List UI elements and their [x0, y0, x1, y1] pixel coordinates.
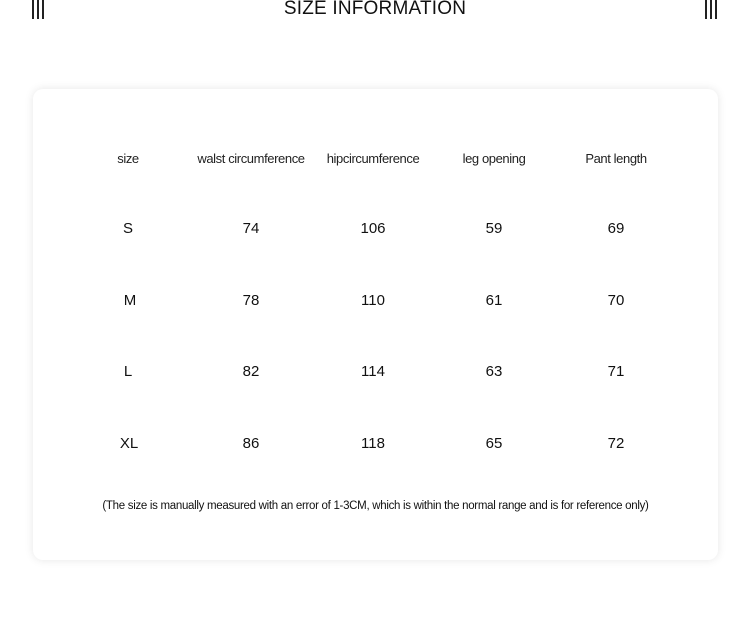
table-cell-size: XL: [119, 435, 139, 452]
table-cell-size: L: [123, 363, 133, 380]
measurement-note: (The size is manually measured with an error of 1-3CM, which is within the normal range and is for reference only): [102, 500, 649, 512]
table-cell-pant-length: 71: [607, 363, 625, 380]
table-cell-size: M: [123, 292, 137, 309]
table-cell-leg-opening: 59: [485, 220, 503, 237]
table-cell-waist: 82: [242, 363, 260, 380]
table-cell-pant-length: 70: [607, 292, 625, 309]
table-cell-hip: 110: [361, 292, 385, 309]
column-header-hip: hipcircumference: [326, 151, 420, 166]
table-cell-waist: 78: [242, 292, 260, 309]
table-cell-size: S: [122, 220, 133, 237]
table-cell-pant-length: 69: [607, 220, 625, 237]
table-cell-pant-length: 72: [607, 435, 625, 452]
column-header-size: size: [117, 151, 139, 166]
table-cell-waist: 74: [242, 220, 260, 237]
table-cell-hip: 106: [360, 220, 386, 237]
column-header-leg-opening: leg opening: [462, 151, 526, 166]
page-header: [0, 0, 750, 24]
table-cell-waist: 86: [242, 435, 260, 452]
table-cell-leg-opening: 63: [485, 363, 503, 380]
column-header-waist: walst circumference: [197, 151, 305, 166]
table-cell-leg-opening: 61: [485, 292, 503, 309]
page-title: SIZE INFORMATION: [283, 0, 467, 19]
decorative-bars-right-icon: [704, 0, 718, 19]
column-header-pant-length: Pant length: [585, 151, 647, 166]
size-table-card: [33, 89, 718, 560]
table-cell-hip: 118: [361, 435, 385, 452]
table-cell-leg-opening: 65: [485, 435, 503, 452]
table-cell-hip: 114: [361, 363, 385, 380]
